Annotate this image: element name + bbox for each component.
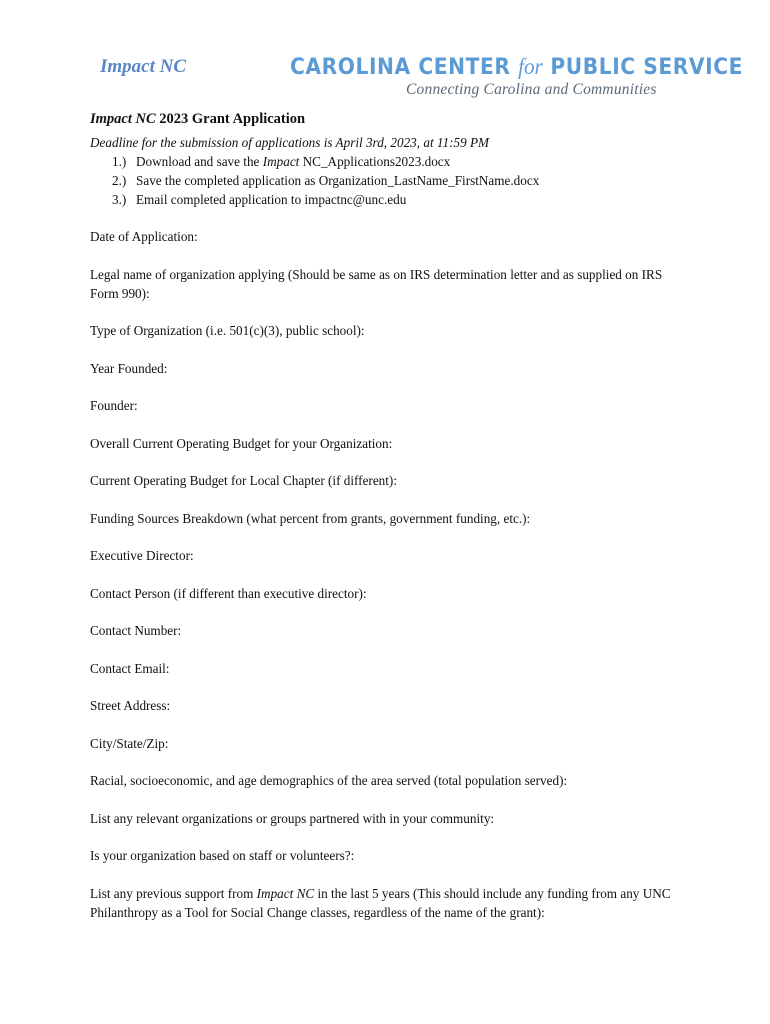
logo-text-part1: CAROLINA CENTER [290, 55, 519, 80]
field-executive-director: Executive Director: [90, 548, 194, 563]
field-city-state-zip: City/State/Zip: [90, 735, 169, 751]
prev-support-post: in the last 5 years (This should include any funding from any UNC Philanthropy as a Tool for Social Change classes, regardless of the name of the grant): [90, 885, 671, 920]
step-number: 3.) [112, 192, 127, 207]
step-number: 2.) [112, 173, 127, 188]
instruction-step [90, 190, 680, 209]
field-demographics: Racial, socioeconomic, and age demographics of the area served (total population served): [90, 773, 568, 788]
step-text-post: NC_Applications2023.docx [302, 154, 451, 169]
logo-text-for: for [518, 54, 543, 79]
carolina-center-logo [290, 52, 744, 108]
impact-nc-header: Impact NC [100, 56, 187, 77]
field-funding-sources: Funding Sources Breakdown (what percent from grants, government funding, etc.): [90, 510, 531, 526]
step-text-pre: Save the completed application as Organization_LastName_FirstName.docx [136, 173, 540, 188]
field-contact-person: Contact Person (if different than executive director): [90, 585, 367, 601]
logo-tagline: Connecting Carolina and Communities [406, 81, 657, 98]
instructions-list [90, 152, 680, 209]
field-date-of-application: Date of Application: [90, 229, 198, 244]
step-text-italic: Impact [262, 154, 303, 169]
title-italic: Impact NC [90, 111, 156, 127]
prev-support-italic: Impact NC [256, 885, 315, 901]
field-contact-email: Contact Email: [90, 660, 170, 676]
title-rest: 2023 Grant Application [155, 111, 306, 127]
deadline-note: Deadline for the submission of applications is April 3rd, 2023, at 11:59 PM [90, 135, 490, 150]
instruction-step [90, 152, 680, 171]
logo-main-text [290, 54, 743, 80]
step-text [112, 152, 450, 171]
instruction-step [90, 171, 680, 190]
field-organization-type: Type of Organization (i.e. 501(c)(3), public school): [90, 323, 365, 338]
field-contact-number: Contact Number: [90, 623, 182, 638]
field-year-founded: Year Founded: [90, 360, 168, 376]
step-text [112, 190, 406, 209]
field-staff-volunteers: Is your organization based on staff or volunteers?: [90, 848, 355, 863]
step-text-pre: Download and save the [136, 154, 263, 169]
field-legal-name: Legal name of organization applying (Should be same as on IRS determination letter and as supplied on IRS Form 990): [90, 266, 663, 301]
step-number: 1.) [112, 154, 127, 169]
field-local-budget: Current Operating Budget for Local Chapter (if different): [90, 473, 397, 488]
field-partners: List any relevant organizations or groups partnered with in your community: [90, 810, 495, 826]
field-founder: Founder: [90, 398, 138, 413]
application-body [90, 110, 680, 922]
field-overall-budget: Overall Current Operating Budget for your Organization: [90, 435, 393, 451]
page-title [90, 110, 680, 129]
step-text-pre: Email completed application to impactnc@unc.edu [136, 192, 407, 207]
field-street-address: Street Address: [90, 698, 171, 713]
logo-text-part2: PUBLIC SERVICE [542, 55, 744, 80]
step-text [112, 171, 539, 190]
field-previous-support [90, 884, 680, 922]
prev-support-pre: List any previous support from [90, 885, 257, 901]
